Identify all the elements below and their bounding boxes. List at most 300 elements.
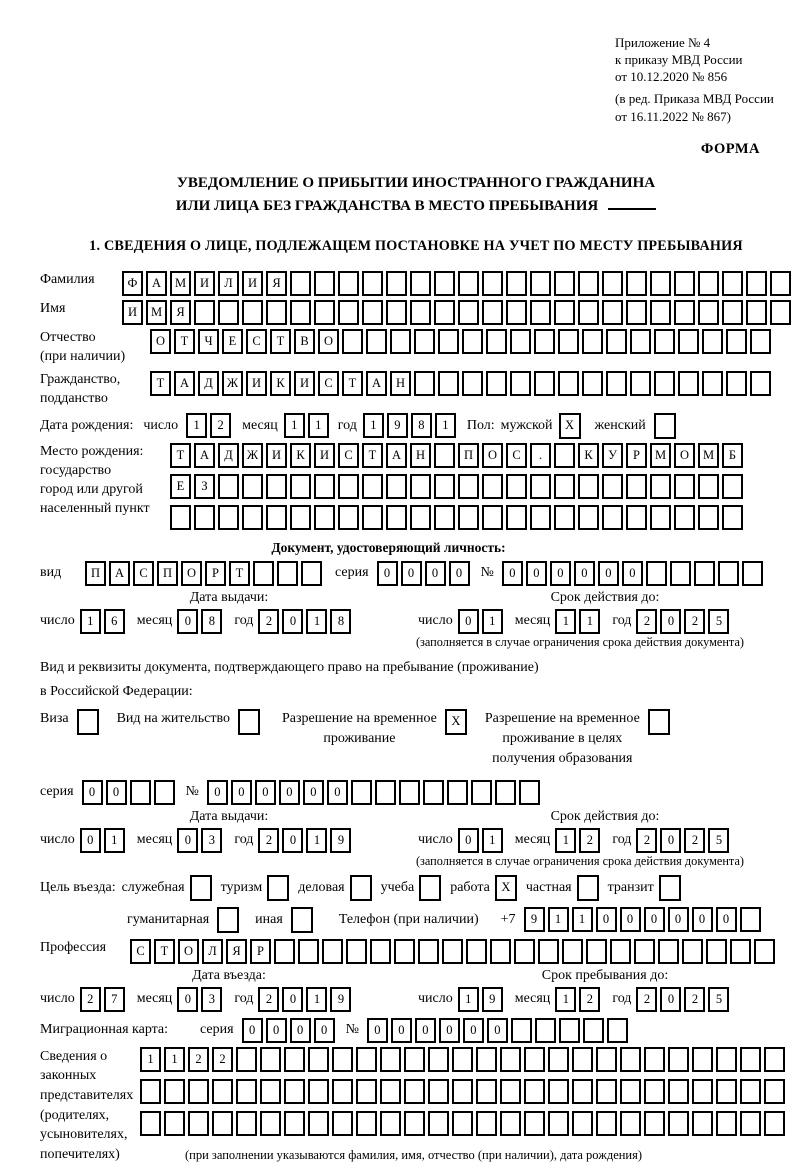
char-cell[interactable]: П xyxy=(157,561,178,586)
char-cell[interactable] xyxy=(764,1047,785,1072)
char-cell[interactable] xyxy=(404,1111,425,1136)
char-cell[interactable] xyxy=(702,371,723,396)
char-cell[interactable] xyxy=(668,1111,689,1136)
char-cell[interactable] xyxy=(577,875,599,901)
char-cell[interactable] xyxy=(754,939,775,964)
char-cell[interactable] xyxy=(338,271,359,296)
char-cell[interactable] xyxy=(410,505,431,530)
char-cell[interactable]: 2 xyxy=(80,987,101,1012)
char-cell[interactable]: Т xyxy=(170,443,191,468)
char-cell[interactable]: И xyxy=(246,371,267,396)
char-cell[interactable]: 2 xyxy=(636,828,657,853)
char-cell[interactable] xyxy=(284,1047,305,1072)
char-cell[interactable] xyxy=(716,1111,737,1136)
char-cell[interactable]: Я xyxy=(170,300,191,325)
char-cell[interactable] xyxy=(217,907,239,933)
char-cell[interactable]: С xyxy=(130,939,151,964)
char-cell[interactable] xyxy=(620,1111,641,1136)
char-cell[interactable] xyxy=(236,1047,257,1072)
char-cell[interactable]: 0 xyxy=(80,828,101,853)
char-cell[interactable] xyxy=(514,939,535,964)
char-cell[interactable] xyxy=(314,300,335,325)
char-cell[interactable] xyxy=(519,780,540,805)
char-cell[interactable] xyxy=(510,329,531,354)
char-cell[interactable] xyxy=(462,371,483,396)
char-cell[interactable] xyxy=(314,474,335,499)
char-cell[interactable]: 1 xyxy=(482,828,503,853)
char-cell[interactable]: 8 xyxy=(330,609,351,634)
char-cell[interactable]: 9 xyxy=(524,907,545,932)
char-cell[interactable]: Т xyxy=(342,371,363,396)
char-cell[interactable] xyxy=(338,474,359,499)
char-cell[interactable]: 1 xyxy=(186,413,207,438)
char-cell[interactable]: 2 xyxy=(212,1047,233,1072)
char-cell[interactable]: О xyxy=(318,329,339,354)
char-cell[interactable] xyxy=(634,939,655,964)
char-cell[interactable]: 5 xyxy=(708,609,729,634)
char-cell[interactable] xyxy=(646,561,667,586)
char-cell[interactable] xyxy=(350,875,372,901)
char-cell[interactable]: А xyxy=(109,561,130,586)
char-cell[interactable] xyxy=(500,1111,521,1136)
char-cell[interactable] xyxy=(678,371,699,396)
char-cell[interactable]: 3 xyxy=(201,828,222,853)
char-cell[interactable] xyxy=(698,300,719,325)
char-cell[interactable]: И xyxy=(194,271,215,296)
char-cell[interactable]: Т xyxy=(229,561,250,586)
char-cell[interactable]: Д xyxy=(218,443,239,468)
char-cell[interactable] xyxy=(650,474,671,499)
char-cell[interactable]: К xyxy=(290,443,311,468)
char-cell[interactable] xyxy=(434,443,455,468)
char-cell[interactable]: 9 xyxy=(330,828,351,853)
char-cell[interactable] xyxy=(682,939,703,964)
char-cell[interactable]: 1 xyxy=(555,828,576,853)
char-cell[interactable]: А xyxy=(194,443,215,468)
char-cell[interactable]: Я xyxy=(226,939,247,964)
char-cell[interactable] xyxy=(386,505,407,530)
char-cell[interactable]: М xyxy=(146,300,167,325)
char-cell[interactable]: Р xyxy=(250,939,271,964)
char-cell[interactable] xyxy=(530,474,551,499)
char-cell[interactable] xyxy=(130,780,151,805)
char-cell[interactable]: 0 xyxy=(279,780,300,805)
char-cell[interactable] xyxy=(742,561,763,586)
char-cell[interactable] xyxy=(670,561,691,586)
char-cell[interactable]: В xyxy=(294,329,315,354)
char-cell[interactable]: 0 xyxy=(367,1018,388,1043)
char-cell[interactable] xyxy=(706,939,727,964)
char-cell[interactable]: А xyxy=(174,371,195,396)
char-cell[interactable] xyxy=(476,1111,497,1136)
char-cell[interactable] xyxy=(674,505,695,530)
char-cell[interactable] xyxy=(362,300,383,325)
char-cell[interactable]: Т xyxy=(154,939,175,964)
char-cell[interactable]: 9 xyxy=(482,987,503,1012)
char-cell[interactable] xyxy=(260,1079,281,1104)
char-cell[interactable]: 0 xyxy=(290,1018,311,1043)
char-cell[interactable]: Р xyxy=(205,561,226,586)
char-cell[interactable]: 1 xyxy=(164,1047,185,1072)
char-cell[interactable]: 0 xyxy=(644,907,665,932)
char-cell[interactable] xyxy=(386,474,407,499)
char-cell[interactable] xyxy=(702,329,723,354)
char-cell[interactable]: 1 xyxy=(306,987,327,1012)
char-cell[interactable] xyxy=(524,1079,545,1104)
char-cell[interactable] xyxy=(362,505,383,530)
char-cell[interactable]: 0 xyxy=(377,561,398,586)
char-cell[interactable]: 0 xyxy=(449,561,470,586)
char-cell[interactable] xyxy=(572,1079,593,1104)
char-cell[interactable] xyxy=(534,371,555,396)
char-cell[interactable] xyxy=(332,1079,353,1104)
char-cell[interactable] xyxy=(644,1111,665,1136)
char-cell[interactable] xyxy=(404,1047,425,1072)
char-cell[interactable] xyxy=(674,300,695,325)
char-cell[interactable] xyxy=(308,1047,329,1072)
char-cell[interactable]: 0 xyxy=(526,561,547,586)
char-cell[interactable] xyxy=(559,1018,580,1043)
char-cell[interactable]: О xyxy=(181,561,202,586)
char-cell[interactable]: 0 xyxy=(458,609,479,634)
char-cell[interactable]: И xyxy=(266,443,287,468)
char-cell[interactable] xyxy=(524,1047,545,1072)
char-cell[interactable]: З xyxy=(194,474,215,499)
char-cell[interactable] xyxy=(466,939,487,964)
char-cell[interactable] xyxy=(418,939,439,964)
char-cell[interactable] xyxy=(620,1079,641,1104)
char-cell[interactable] xyxy=(410,474,431,499)
char-cell[interactable]: 0 xyxy=(177,828,198,853)
char-cell[interactable]: Ф xyxy=(122,271,143,296)
char-cell[interactable]: Н xyxy=(390,371,411,396)
char-cell[interactable] xyxy=(654,413,676,439)
char-cell[interactable] xyxy=(554,271,575,296)
char-cell[interactable]: И xyxy=(294,371,315,396)
char-cell[interactable] xyxy=(648,709,670,735)
char-cell[interactable] xyxy=(644,1047,665,1072)
char-cell[interactable] xyxy=(486,329,507,354)
char-cell[interactable] xyxy=(698,505,719,530)
char-cell[interactable] xyxy=(476,1079,497,1104)
char-cell[interactable]: Ж xyxy=(242,443,263,468)
char-cell[interactable]: 1 xyxy=(555,987,576,1012)
char-cell[interactable] xyxy=(530,505,551,530)
char-cell[interactable] xyxy=(380,1079,401,1104)
char-cell[interactable]: 0 xyxy=(439,1018,460,1043)
char-cell[interactable] xyxy=(511,1018,532,1043)
char-cell[interactable]: 0 xyxy=(458,828,479,853)
char-cell[interactable] xyxy=(428,1079,449,1104)
char-cell[interactable] xyxy=(524,1111,545,1136)
char-cell[interactable] xyxy=(390,329,411,354)
char-cell[interactable] xyxy=(535,1018,556,1043)
char-cell[interactable]: 2 xyxy=(579,828,600,853)
char-cell[interactable] xyxy=(650,300,671,325)
char-cell[interactable]: X xyxy=(495,875,517,901)
char-cell[interactable] xyxy=(554,474,575,499)
char-cell[interactable] xyxy=(668,1047,689,1072)
char-cell[interactable]: 0 xyxy=(401,561,422,586)
char-cell[interactable] xyxy=(346,939,367,964)
char-cell[interactable] xyxy=(447,780,468,805)
char-cell[interactable] xyxy=(366,329,387,354)
char-cell[interactable] xyxy=(578,271,599,296)
char-cell[interactable]: У xyxy=(602,443,623,468)
char-cell[interactable]: 0 xyxy=(207,780,228,805)
char-cell[interactable] xyxy=(332,1047,353,1072)
char-cell[interactable] xyxy=(722,271,743,296)
char-cell[interactable] xyxy=(338,300,359,325)
char-cell[interactable] xyxy=(578,474,599,499)
char-cell[interactable]: 1 xyxy=(140,1047,161,1072)
char-cell[interactable] xyxy=(452,1111,473,1136)
char-cell[interactable] xyxy=(746,300,767,325)
char-cell[interactable] xyxy=(558,371,579,396)
char-cell[interactable]: Т xyxy=(150,371,171,396)
char-cell[interactable] xyxy=(582,329,603,354)
char-cell[interactable] xyxy=(602,505,623,530)
char-cell[interactable] xyxy=(212,1079,233,1104)
char-cell[interactable] xyxy=(438,329,459,354)
char-cell[interactable]: М xyxy=(170,271,191,296)
char-cell[interactable] xyxy=(554,300,575,325)
char-cell[interactable] xyxy=(538,939,559,964)
char-cell[interactable]: Л xyxy=(202,939,223,964)
char-cell[interactable]: 0 xyxy=(502,561,523,586)
char-cell[interactable]: 1 xyxy=(80,609,101,634)
char-cell[interactable] xyxy=(486,371,507,396)
char-cell[interactable] xyxy=(548,1079,569,1104)
char-cell[interactable]: Н xyxy=(410,443,431,468)
char-cell[interactable]: 2 xyxy=(636,609,657,634)
char-cell[interactable] xyxy=(462,329,483,354)
char-cell[interactable]: 1 xyxy=(548,907,569,932)
char-cell[interactable]: 2 xyxy=(579,987,600,1012)
char-cell[interactable] xyxy=(506,505,527,530)
char-cell[interactable] xyxy=(267,875,289,901)
char-cell[interactable] xyxy=(698,474,719,499)
char-cell[interactable] xyxy=(578,505,599,530)
char-cell[interactable]: П xyxy=(85,561,106,586)
char-cell[interactable] xyxy=(482,300,503,325)
char-cell[interactable] xyxy=(572,1111,593,1136)
char-cell[interactable]: 0 xyxy=(242,1018,263,1043)
char-cell[interactable]: 0 xyxy=(391,1018,412,1043)
char-cell[interactable] xyxy=(722,300,743,325)
char-cell[interactable] xyxy=(356,1111,377,1136)
char-cell[interactable]: 1 xyxy=(458,987,479,1012)
char-cell[interactable] xyxy=(764,1079,785,1104)
char-cell[interactable] xyxy=(266,300,287,325)
char-cell[interactable] xyxy=(764,1111,785,1136)
char-cell[interactable]: 1 xyxy=(363,413,384,438)
char-cell[interactable]: X xyxy=(559,413,581,439)
char-cell[interactable] xyxy=(370,939,391,964)
char-cell[interactable] xyxy=(678,329,699,354)
char-cell[interactable] xyxy=(284,1079,305,1104)
char-cell[interactable]: П xyxy=(458,443,479,468)
char-cell[interactable]: 1 xyxy=(306,828,327,853)
char-cell[interactable] xyxy=(452,1079,473,1104)
char-cell[interactable] xyxy=(650,505,671,530)
char-cell[interactable] xyxy=(730,939,751,964)
char-cell[interactable] xyxy=(399,780,420,805)
char-cell[interactable]: 0 xyxy=(622,561,643,586)
char-cell[interactable] xyxy=(266,474,287,499)
char-cell[interactable]: Ж xyxy=(222,371,243,396)
char-cell[interactable]: 2 xyxy=(258,828,279,853)
char-cell[interactable]: И xyxy=(122,300,143,325)
char-cell[interactable] xyxy=(548,1047,569,1072)
char-cell[interactable] xyxy=(770,271,791,296)
char-cell[interactable]: С xyxy=(506,443,527,468)
char-cell[interactable] xyxy=(530,271,551,296)
char-cell[interactable] xyxy=(770,300,791,325)
char-cell[interactable]: 2 xyxy=(636,987,657,1012)
char-cell[interactable] xyxy=(716,1079,737,1104)
char-cell[interactable] xyxy=(404,1079,425,1104)
char-cell[interactable] xyxy=(626,300,647,325)
char-cell[interactable] xyxy=(718,561,739,586)
char-cell[interactable] xyxy=(659,875,681,901)
char-cell[interactable]: 0 xyxy=(282,828,303,853)
char-cell[interactable] xyxy=(578,300,599,325)
char-cell[interactable]: 0 xyxy=(266,1018,287,1043)
char-cell[interactable] xyxy=(291,907,313,933)
char-cell[interactable]: И xyxy=(314,443,335,468)
char-cell[interactable] xyxy=(506,271,527,296)
char-cell[interactable] xyxy=(606,371,627,396)
char-cell[interactable] xyxy=(434,300,455,325)
char-cell[interactable] xyxy=(298,939,319,964)
char-cell[interactable] xyxy=(586,939,607,964)
char-cell[interactable]: Т xyxy=(270,329,291,354)
char-cell[interactable] xyxy=(438,371,459,396)
char-cell[interactable] xyxy=(750,329,771,354)
char-cell[interactable] xyxy=(218,505,239,530)
char-cell[interactable] xyxy=(482,474,503,499)
char-cell[interactable]: М xyxy=(650,443,671,468)
char-cell[interactable] xyxy=(434,271,455,296)
char-cell[interactable]: 9 xyxy=(330,987,351,1012)
char-cell[interactable] xyxy=(442,939,463,964)
char-cell[interactable] xyxy=(164,1079,185,1104)
char-cell[interactable]: С xyxy=(338,443,359,468)
char-cell[interactable]: С xyxy=(318,371,339,396)
char-cell[interactable] xyxy=(428,1047,449,1072)
char-cell[interactable] xyxy=(658,939,679,964)
char-cell[interactable]: Р xyxy=(626,443,647,468)
char-cell[interactable] xyxy=(726,371,747,396)
char-cell[interactable] xyxy=(716,1047,737,1072)
char-cell[interactable] xyxy=(290,300,311,325)
char-cell[interactable]: 0 xyxy=(598,561,619,586)
char-cell[interactable] xyxy=(482,505,503,530)
char-cell[interactable] xyxy=(500,1047,521,1072)
char-cell[interactable] xyxy=(362,271,383,296)
char-cell[interactable] xyxy=(692,1079,713,1104)
char-cell[interactable]: 2 xyxy=(684,828,705,853)
char-cell[interactable]: 2 xyxy=(258,609,279,634)
char-cell[interactable] xyxy=(650,271,671,296)
char-cell[interactable] xyxy=(164,1111,185,1136)
char-cell[interactable]: 0 xyxy=(231,780,252,805)
char-cell[interactable]: 6 xyxy=(104,609,125,634)
char-cell[interactable] xyxy=(562,939,583,964)
char-cell[interactable]: 0 xyxy=(314,1018,335,1043)
char-cell[interactable]: 1 xyxy=(308,413,329,438)
char-cell[interactable] xyxy=(428,1111,449,1136)
char-cell[interactable]: 1 xyxy=(572,907,593,932)
char-cell[interactable] xyxy=(266,505,287,530)
char-cell[interactable]: 1 xyxy=(555,609,576,634)
char-cell[interactable]: 1 xyxy=(306,609,327,634)
char-cell[interactable] xyxy=(452,1047,473,1072)
char-cell[interactable] xyxy=(375,780,396,805)
char-cell[interactable]: 0 xyxy=(327,780,348,805)
char-cell[interactable] xyxy=(458,300,479,325)
char-cell[interactable] xyxy=(190,875,212,901)
char-cell[interactable] xyxy=(77,709,99,735)
char-cell[interactable] xyxy=(654,329,675,354)
char-cell[interactable]: 0 xyxy=(282,609,303,634)
char-cell[interactable] xyxy=(338,505,359,530)
char-cell[interactable]: Т xyxy=(174,329,195,354)
char-cell[interactable] xyxy=(495,780,516,805)
char-cell[interactable] xyxy=(740,1047,761,1072)
char-cell[interactable] xyxy=(722,505,743,530)
char-cell[interactable]: 0 xyxy=(620,907,641,932)
char-cell[interactable]: 0 xyxy=(487,1018,508,1043)
char-cell[interactable] xyxy=(620,1047,641,1072)
char-cell[interactable] xyxy=(602,474,623,499)
char-cell[interactable]: 0 xyxy=(574,561,595,586)
char-cell[interactable]: О xyxy=(150,329,171,354)
char-cell[interactable] xyxy=(644,1079,665,1104)
char-cell[interactable]: 8 xyxy=(201,609,222,634)
char-cell[interactable] xyxy=(242,474,263,499)
char-cell[interactable] xyxy=(630,371,651,396)
char-cell[interactable] xyxy=(558,329,579,354)
char-cell[interactable] xyxy=(253,561,274,586)
char-cell[interactable] xyxy=(380,1111,401,1136)
char-cell[interactable]: Л xyxy=(218,271,239,296)
char-cell[interactable]: 8 xyxy=(411,413,432,438)
char-cell[interactable] xyxy=(194,505,215,530)
char-cell[interactable] xyxy=(626,271,647,296)
char-cell[interactable]: 0 xyxy=(177,609,198,634)
char-cell[interactable] xyxy=(260,1047,281,1072)
char-cell[interactable]: 5 xyxy=(708,987,729,1012)
char-cell[interactable] xyxy=(694,561,715,586)
char-cell[interactable] xyxy=(290,271,311,296)
char-cell[interactable] xyxy=(471,780,492,805)
char-cell[interactable]: 5 xyxy=(708,828,729,853)
char-cell[interactable] xyxy=(458,474,479,499)
char-cell[interactable] xyxy=(242,300,263,325)
char-cell[interactable] xyxy=(572,1047,593,1072)
char-cell[interactable]: 0 xyxy=(177,987,198,1012)
char-cell[interactable]: 2 xyxy=(210,413,231,438)
char-cell[interactable] xyxy=(386,271,407,296)
char-cell[interactable] xyxy=(188,1079,209,1104)
char-cell[interactable] xyxy=(506,474,527,499)
char-cell[interactable] xyxy=(414,371,435,396)
char-cell[interactable] xyxy=(626,474,647,499)
char-cell[interactable] xyxy=(500,1079,521,1104)
char-cell[interactable]: 9 xyxy=(387,413,408,438)
